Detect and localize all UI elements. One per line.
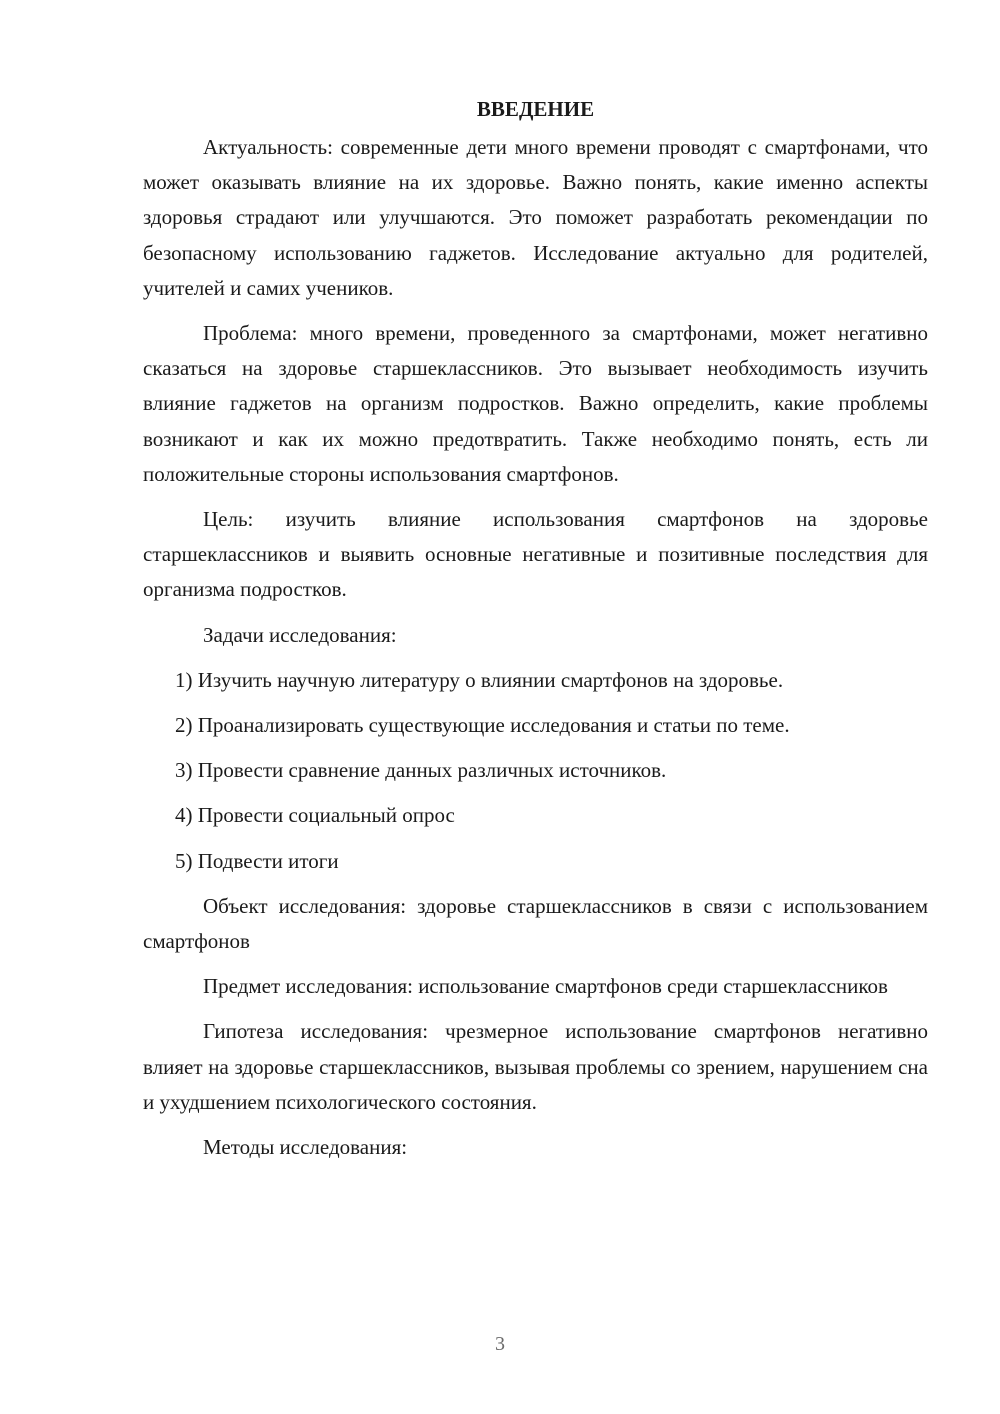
methods-title: Методы исследования: xyxy=(203,1135,408,1160)
paragraph-subject: Предмет исследования: использование смартфонов среди старшеклассников xyxy=(203,974,888,999)
list-item: 2) Проанализировать существующие исследования и статьи по теме. xyxy=(175,713,790,738)
paragraph-relevance: Актуальность: современные дети много времени проводят с смартфонами, что может оказывать влияние на их здоровье. Важно понять, какие именно аспекты здоровья страдают или улучшаются. Это поможет разработать рекомендации по безопасному использованию гаджетов. Исследование актуально для родителей, учителей и самих учеников. xyxy=(143,135,928,300)
list-item: 5) Подвести итоги xyxy=(175,848,339,873)
page-number: 3 xyxy=(495,1333,505,1355)
list-item: 1) Изучить научную литературу о влиянии смартфонов на здоровье. xyxy=(175,667,784,692)
list-item: 3) Провести сравнение данных различных источников. xyxy=(175,758,667,783)
paragraph-goal: Цель: изучить влияние использования смартфонов на здоровье старшеклассников и выявить основные негативные и позитивные последствия для организма подростков. xyxy=(143,507,928,602)
paragraph-object: Объект исследования: здоровье старшеклассников в связи с использованием смартфонов xyxy=(143,893,928,954)
list-item: 4) Провести социальный опрос xyxy=(175,803,455,828)
tasks-title: Задачи исследования: xyxy=(203,622,397,647)
page-title: ВВЕДЕНИЕ xyxy=(476,97,595,121)
document-page xyxy=(143,92,928,1175)
paragraph-problem: Проблема: много времени, проведенного за смартфонами, может негативно сказаться на здоровье старшеклассников. Это вызывает необходимость изучить влияние гаджетов на организм подростков. Важно определить, какие проблемы возникают и как их можно предотвратить. Также необходимо понять, есть ли положительные стороны использования смартфонов. xyxy=(143,321,928,486)
paragraph-hypothesis: Гипотеза исследования: чрезмерное использование смартфонов негативно влияет на здоровье старшеклассников, вызывая проблемы со зрением, нарушением сна и ухудшением психологического состояния. xyxy=(143,1019,928,1114)
tasks-list xyxy=(143,663,928,879)
